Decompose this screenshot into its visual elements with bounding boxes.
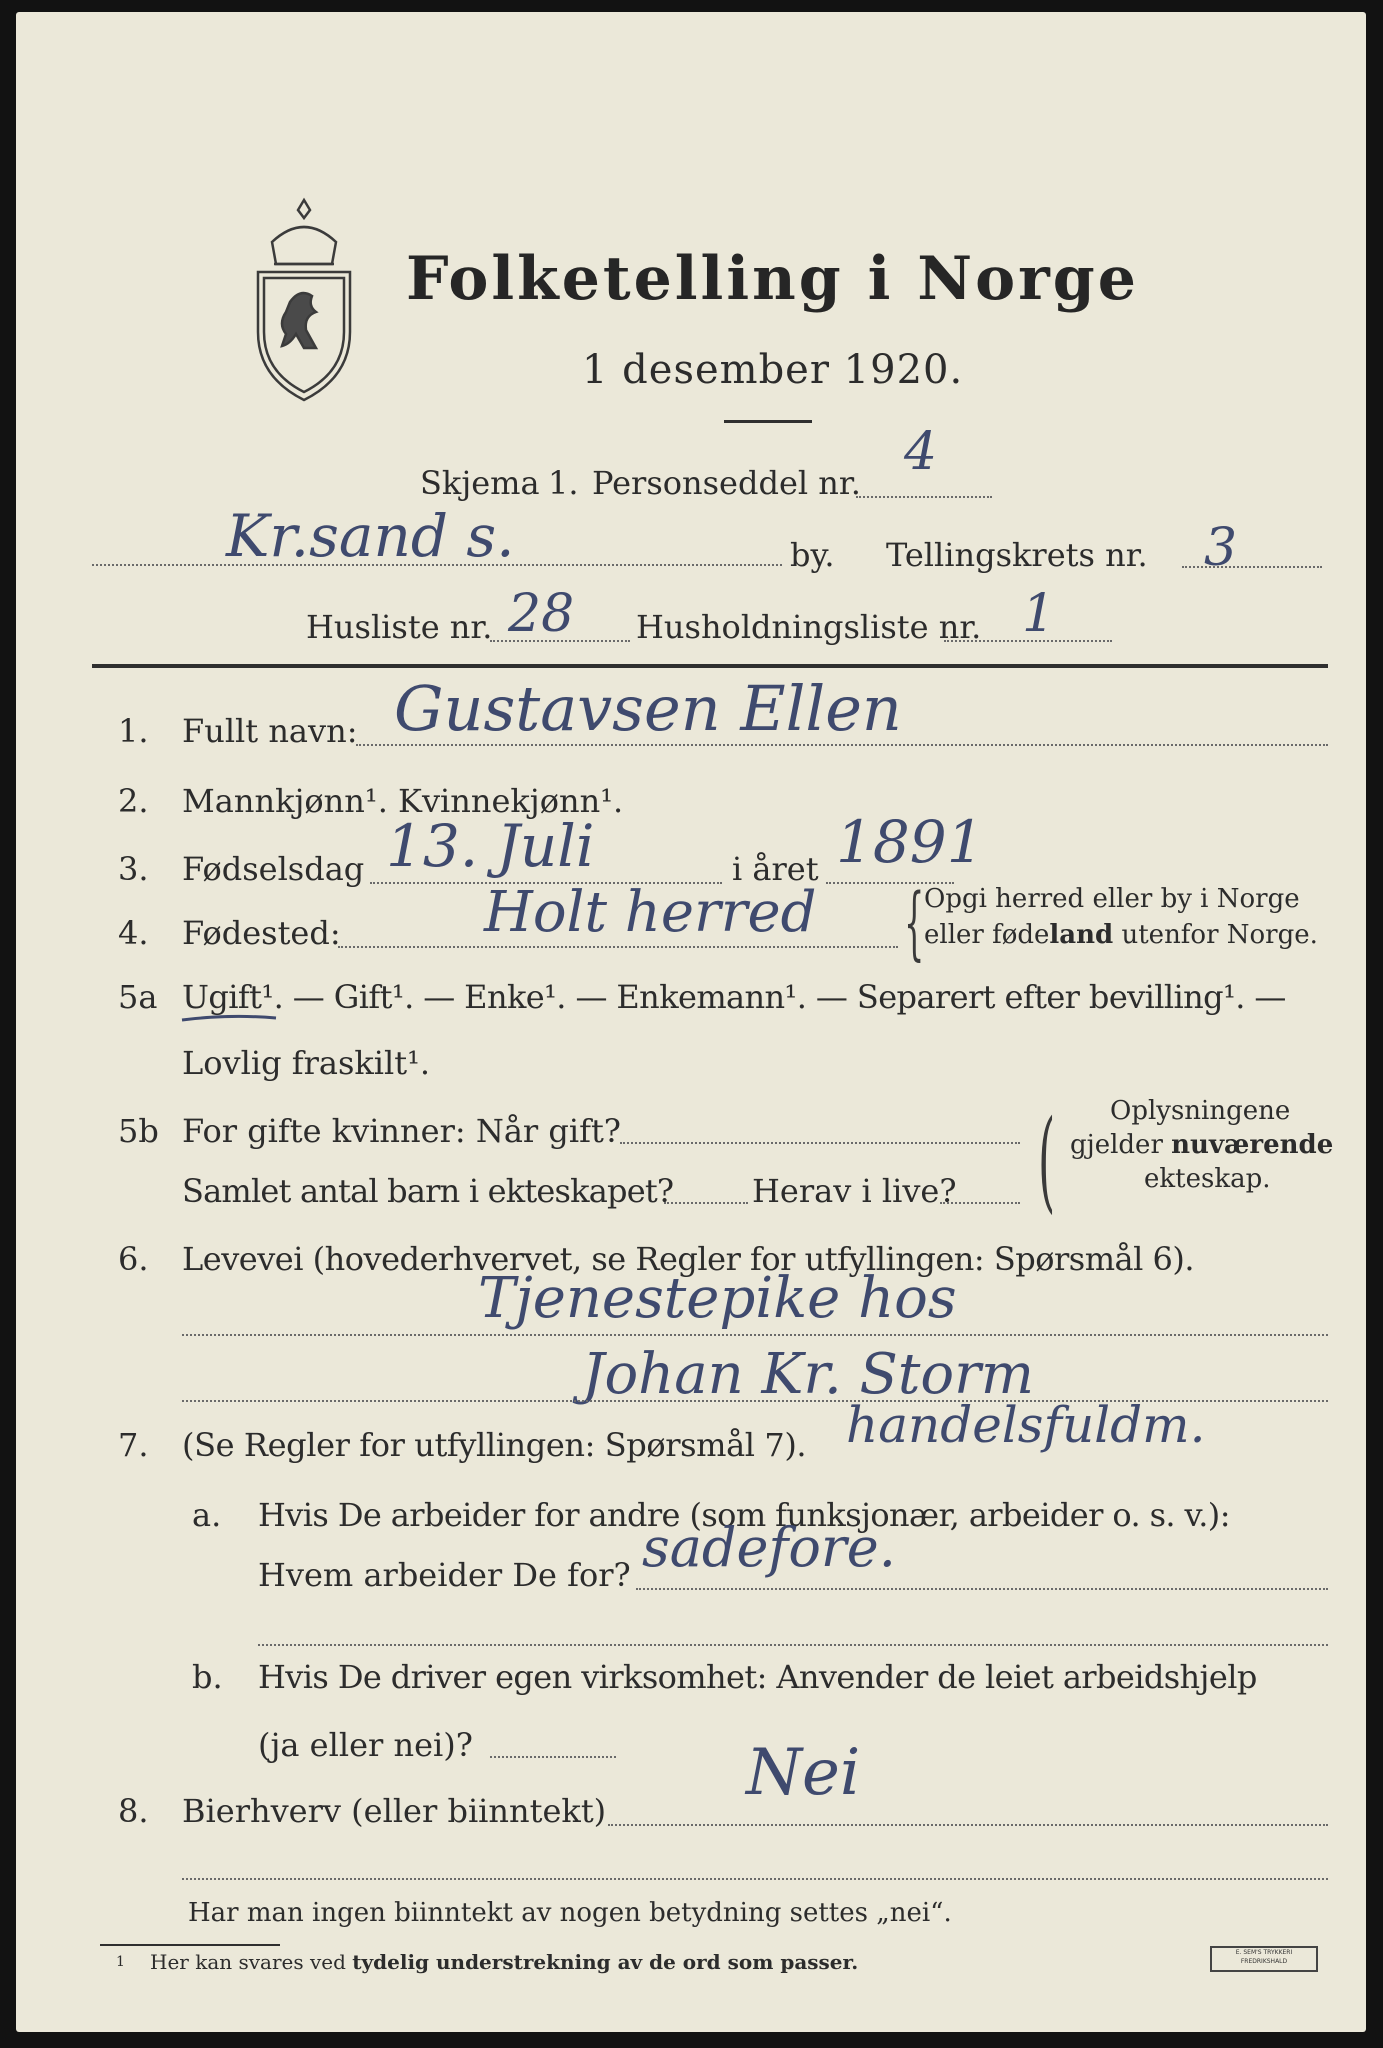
footnote-rule [100, 1944, 280, 1946]
employer-field[interactable] [636, 1588, 1328, 1590]
birth-year-value: 1891 [836, 808, 984, 876]
q4-number: 4. [118, 914, 149, 952]
q3-number: 3. [118, 850, 149, 888]
children-count-field[interactable] [664, 1202, 748, 1204]
q7a-employer-label: Hvem arbeider De for? [258, 1556, 631, 1594]
skjema-number: 1. [548, 464, 579, 502]
coat-of-arms-emblem [244, 192, 364, 402]
husholdning-label: Husholdningsliste nr. [636, 608, 982, 646]
birthplace-value: Holt herred [484, 880, 817, 945]
q3-label: Fødselsdag [182, 850, 365, 888]
q7a-letter: a. [192, 1496, 222, 1534]
ugift-underline [180, 1012, 280, 1026]
married-date-field[interactable] [620, 1142, 1020, 1144]
q5b-alive-label: Herav i live? [752, 1172, 957, 1210]
birthplace-note-brace: { [904, 876, 925, 969]
q2-number: 2. [118, 782, 149, 820]
marriage-note-line3: ekteskap. [1144, 1164, 1271, 1194]
printer-stamp: E. SEM'S TRYKKERI FREDRIKSHALD [1210, 1946, 1318, 1972]
q6-label: Levevei (hovederhvervet, se Regler for utfyllingen: Spørsmål 6). [182, 1240, 1195, 1278]
occupation-field-1[interactable] [182, 1334, 1328, 1336]
city-field[interactable] [92, 564, 782, 566]
q8-label: Bierhverv (eller biinntekt) [182, 1792, 607, 1830]
census-date: 1 desember 1920. [582, 347, 964, 393]
q7b-letter: b. [192, 1658, 223, 1696]
by-label: by. [790, 536, 835, 574]
children-alive-field[interactable] [940, 1202, 1020, 1204]
gender-options[interactable]: Mannkjønn¹. Kvinnekjønn¹. [182, 782, 624, 820]
occupation-value-line1: Tjenestepike hos [478, 1266, 957, 1331]
tellingskrets-field[interactable] [1182, 566, 1322, 568]
q7-value: handelsfuldm. [846, 1396, 1206, 1454]
q1-number: 1. [118, 712, 149, 750]
marriage-note-line2: gjelder nuværende [1070, 1130, 1334, 1160]
hired-help-field[interactable] [490, 1756, 616, 1758]
q7b-yesno-label: (ja eller nei)? [258, 1726, 473, 1764]
header-rule [92, 664, 1328, 668]
husliste-label: Husliste nr. [306, 608, 493, 646]
census-form-page [16, 12, 1366, 2032]
q5b-married-label: For gifte kvinner: Når gift? [182, 1112, 621, 1150]
footnote-text: Her kan svares ved tydelig understrekning av de ord som passer. [150, 1950, 859, 1974]
q5b-children-label: Samlet antal barn i ekteskapet? [182, 1172, 674, 1210]
marriage-note-line1: Oplysningene [1110, 1096, 1291, 1126]
q8-note: Har man ingen biinntekt av nogen betydning settes „nei“. [188, 1898, 952, 1928]
husliste-value: 28 [508, 584, 575, 644]
full-name-value: Gustavsen Ellen [394, 672, 902, 745]
form-title: Folketelling i Norge [406, 244, 1139, 314]
personseddel-value: 4 [904, 422, 938, 482]
q4-label: Fødested: [182, 914, 341, 952]
q7b-label: Hvis De driver egen virksomhet: Anvender de leiet arbeidshjelp [258, 1658, 1257, 1696]
q1-label: Fullt navn: [182, 712, 358, 750]
q5a-number: 5a [118, 978, 158, 1016]
birthplace-field[interactable] [338, 946, 898, 948]
employer-field-2[interactable] [258, 1644, 1328, 1646]
q6-number: 6. [118, 1240, 149, 1278]
q7-number: 7. [118, 1426, 149, 1464]
side-income-field[interactable] [608, 1824, 1328, 1826]
city-value: Kr.sand s. [226, 502, 515, 570]
q8-number: 8. [118, 1792, 149, 1830]
husholdning-value: 1 [1022, 584, 1056, 644]
birthplace-note-line1: Opgi herred eller by i Norge [924, 884, 1300, 914]
marital-status-options-line2[interactable]: Lovlig fraskilt¹. [182, 1044, 431, 1082]
title-divider [724, 420, 812, 423]
tellingskrets-label: Tellingskrets nr. [886, 536, 1148, 574]
side-income-field-2[interactable] [182, 1878, 1328, 1880]
q7a-label: Hvis De arbeider for andre (som funksjonær, arbeider o. s. v.): [258, 1496, 1230, 1534]
birthplace-note-line2: eller fødeland utenfor Norge. [924, 920, 1318, 950]
skjema-label: Skjema [420, 464, 540, 502]
birthday-value: 13. Juli [386, 812, 595, 880]
q5b-number: 5b [118, 1112, 159, 1150]
tellingskrets-value: 3 [1204, 518, 1238, 578]
personseddel-field[interactable] [856, 496, 992, 498]
marital-status-options[interactable]: Ugift¹. — Gift¹. — Enke¹. — Enkemann¹. — Separert efter bevilling¹. — [182, 978, 1286, 1016]
birth-year-label: i året [732, 850, 819, 888]
q7-label: (Se Regler for utfyllingen: Spørsmål 7). [182, 1426, 807, 1464]
footnote-mark: 1 [116, 1954, 125, 1970]
employer-value: sadefore. [642, 1516, 896, 1579]
personseddel-label: Personseddel nr. [592, 464, 861, 502]
marriage-note-brace: ( [1038, 1096, 1056, 1224]
side-income-value: Nei [746, 1736, 861, 1810]
occupation-value-line2: Johan Kr. Storm [582, 1342, 1034, 1407]
